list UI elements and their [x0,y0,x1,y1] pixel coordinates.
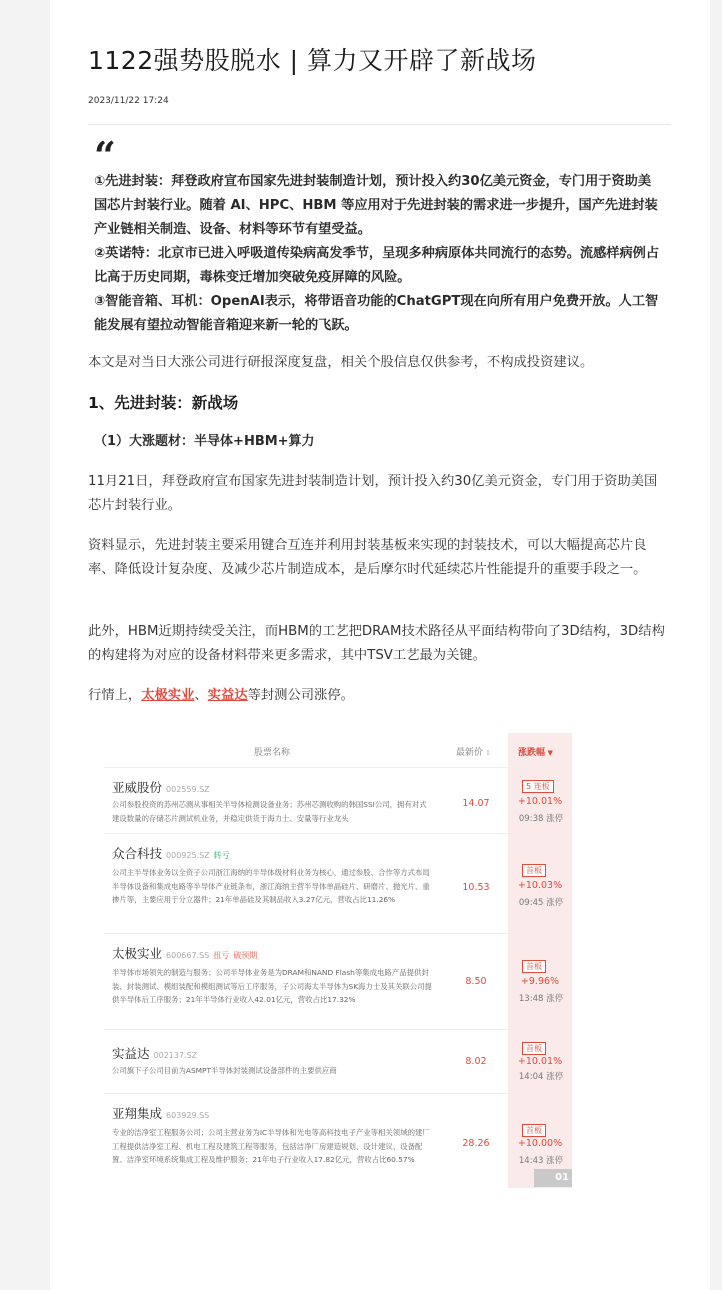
intro-paragraph: 本文是对当日大涨公司进行研报深度复盘，相关个股信息仅供参考，不构成投资建议。 [88,355,594,370]
article-title: 1122强势股脱水 | 算力又开辟了新战场 [88,46,537,75]
limit-up-time: 14:04 涨停 [518,1072,564,1082]
header-change[interactable]: 涨跌幅 ▼ [518,748,553,758]
table-row[interactable] [104,1029,572,1094]
stock-price: 8.50 [465,976,487,987]
board-badge: 首板 [522,864,546,877]
summary-point-1: ①先进封装：拜登政府宣布国家先进封装制造计划，预计投入约30亿美元资金，专门用于资助美国芯片封装行业。随着 AI、HPC、HBM 等应用对于先进封装的需求进一步提升，国产先进封装产业链相关制造、设备、材料等环节有望受益。 [94,174,658,237]
title-divider [88,124,670,125]
stock-change: +10.00% [517,1138,563,1149]
market-paragraph [88,684,670,708]
stock-link-shiyida[interactable]: 实益达 [207,688,248,703]
stock-price: 10.53 [462,882,490,893]
board-badge: 首板 [522,1124,546,1137]
summary-point-3: ③智能音箱、耳机：OpenAI表示，将带语音功能的ChatGPT现在向所有用户免费开放。人工智能发展有望拉动智能音箱迎来新一轮的飞跃。 [94,294,659,333]
stock-tag: 扭亏 [213,951,230,960]
stock-code: 603929.SS [166,1111,210,1120]
summary-point-2: ②英诺特：北京市已进入呼吸道传染病高发季节，呈现多种病原体共同流行的态势。流感样病例占比高于历史同期，毒株变迁增加突破免疫屏障的风险。 [94,246,660,285]
stock-tag: 转亏 [213,851,230,860]
table-row[interactable] [104,1093,572,1189]
body-paragraph-1: 11月21日，拜登政府宣布国家先进封装制造计划，预计投入约30亿美元资金，专门用于资助美国芯片封装行业。 [88,474,658,513]
limit-up-time: 13:48 涨停 [518,994,564,1004]
market-suffix: 等封测公司涨停。 [247,688,354,703]
stock-change: +10.01% [517,1056,563,1067]
subsection-heading: （1）大涨题材：半导体+HBM+算力 [94,434,315,449]
stock-tag: 破预期 [233,951,258,960]
board-badge: 首板 [522,1042,546,1055]
sort-icon: ⇕ [483,749,492,757]
watermark: 01 [534,1169,572,1187]
table-row[interactable] [104,767,572,834]
stock-description: 半导体市场领先的制造与服务；公司半导体业务是为DRAM和NAND Flash等集成电路产品提供封装、封装测试、模组装配和模组测试等后工序服务，子公司海太半导体为SK海力士及其关联公司提供半导体后工序服务；21年半导体行业收入42.01亿元，营收占比17.32% [112,968,432,1005]
stock-code: 000925.SZ [166,851,210,860]
stock-name: 实益达 002137.SZ [112,1046,198,1061]
body-paragraph-3: 此外，HBM近期持续受关注，而HBM的工艺把DRAM技术路径从平面结构带向了3D结构，3D结构的构建将为对应的设备材料带来更多需求，其中TSV工艺最为关键。 [88,624,665,663]
header-price[interactable]: 最新价 ⇕ [456,748,492,758]
body-paragraph-2: 资料显示，先进封装主要采用键合互连并利用封装基板来实现的封装技术，可以大幅提高芯片良率、降低设计复杂度、及减少芯片制造成本，是后摩尔时代延续芯片性能提升的重要手段之一。 [88,538,647,577]
stock-description: 公司旗下子公司目前为ASMPT半导体封装测试设备部件的主要供应商 [112,1066,337,1075]
board-badge: 5 连板 [522,780,554,793]
section-heading: 1、先进封装：新战场 [88,394,239,412]
board-badge: 首板 [522,960,546,973]
summary-quote [94,170,664,338]
stock-name: 亚翔集成 603929.SS [112,1106,210,1121]
article-date: 2023/11/22 17:24 [88,96,169,106]
stock-description: 专业的洁净室工程服务公司；公司主营业务为IC半导体和光电等高科技电子产业等相关领域的建厂工程提供洁净室工程、机电工程及建筑工程等服务，包括洁净厂房建造规划、设计建议、设备配置、洁净室环境系统集成工程及维护服务；21年电子行业收入17.82亿元，营收占比60.57% [112,1128,430,1165]
market-separator: 、 [194,688,208,703]
stock-code: 002137.SZ [153,1051,198,1060]
sort-desc-icon: ▼ [545,749,553,757]
stock-name: 众合科技 000925.SZ 转亏 [112,846,230,861]
table-header [104,733,572,767]
stock-name: 亚威股份 002559.SZ [112,780,210,795]
article-page [50,0,710,1290]
stock-code: 600667.SS [166,951,210,960]
stock-code: 002559.SZ [166,785,210,794]
limit-up-time: 09:45 涨停 [518,898,564,908]
stock-name: 太极实业 600667.SS 扭亏 破预期 [112,946,258,961]
limit-up-stock-table [104,733,572,1188]
stock-description: 公司主半导体业务以全资子公司浙江海纳的半导体级材料业务为核心，通过参股、合作等方式布局半导体设备和集成电路等半导体产业链条布，浙江海纳主营半导体单晶硅片、研磨片、抛光片、重掺片等，主要应用于分立器件；21年单晶硅及其制品收入3.27亿元，营收占比11.26% [112,868,430,905]
header-name: 股票名称 [254,748,291,758]
table-row[interactable] [104,833,572,934]
limit-up-time: 14:43 涨停 [518,1156,564,1166]
limit-up-time: 09:38 涨停 [518,814,564,824]
quote-mark-icon: “ [94,133,116,178]
stock-price: 14.07 [462,798,490,809]
stock-description: 公司参股投资的苏州芯测从事相关半导体检测设备业务；苏州芯测收购的韩国SSI公司，拥有对式建设数量的存储芯片测试机业务，并稳定供货于海力士、安量等行业龙头 [112,800,427,823]
stock-link-taiji[interactable]: 太极实业 [141,688,195,703]
stock-price: 28.26 [462,1138,490,1149]
table-row[interactable] [104,933,572,1030]
market-prefix: 行情上， [88,688,142,703]
stock-change: +10.03% [517,880,563,891]
stock-change: +9.96% [520,976,560,987]
stock-price: 8.02 [465,1056,487,1067]
stock-change: +10.01% [517,796,563,807]
